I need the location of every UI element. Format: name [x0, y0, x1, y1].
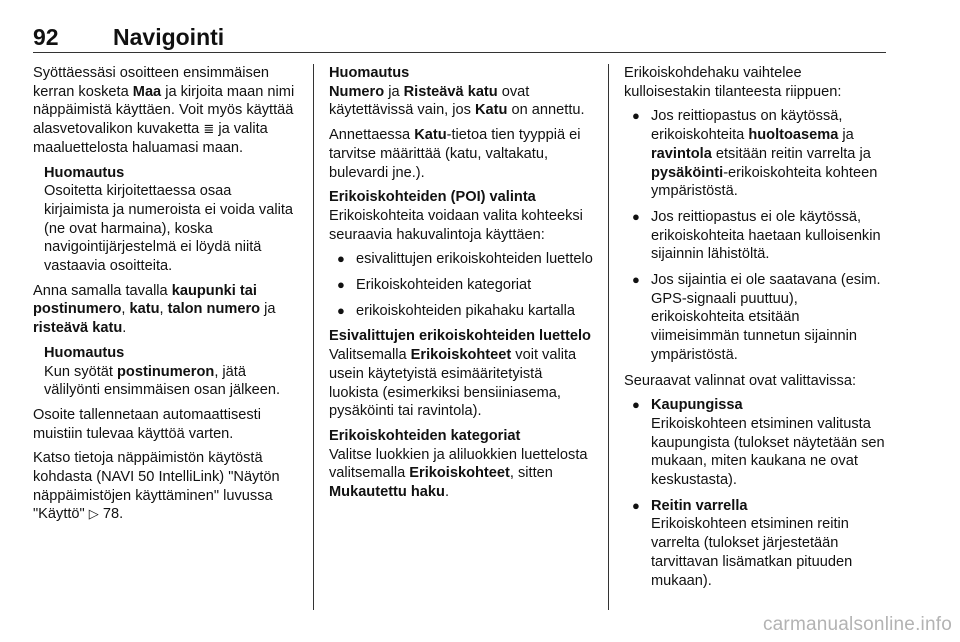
text: ja [384, 83, 404, 100]
column-divider [313, 64, 314, 610]
heading-preselected-list: Esivalittujen erikoiskohteiden luettelo [329, 328, 591, 345]
note [33, 344, 296, 400]
bullet-icon: ● [337, 251, 345, 267]
note-text [329, 126, 594, 182]
list-item [624, 271, 890, 365]
column-3 [624, 64, 890, 597]
keyword: katu [129, 301, 160, 318]
keyword: huoltoasema [748, 127, 839, 144]
list-item-text: erikoiskohteiden pikahaku kartalla [356, 302, 576, 319]
note-title: Huomautus [44, 164, 125, 181]
option-description: Erikoiskohteen etsiminen valitusta kaupungista (tulokset näytetään sen mukaan, miten kaukana ne ovat keskustasta). [651, 415, 885, 489]
option-title: Reitin varrella [651, 497, 748, 514]
search-behaviour-list [624, 107, 890, 364]
keyword: Katu [414, 127, 447, 144]
keyword: Erikoiskohteet [410, 347, 512, 364]
text: , jätä välilyönti ensimmäisen osan jälkeen. [44, 363, 281, 399]
option-description: Erikoiskohteen etsiminen reitin varrelta (tulokset järjestetään tarvittavan lisämatkan pituuden mukaan). [651, 516, 853, 589]
text: 78. [98, 506, 124, 523]
list-item [329, 276, 594, 295]
keyword-maa: Maa [132, 83, 162, 100]
paragraph [33, 282, 296, 338]
text: ja [260, 301, 276, 318]
keyword: talon numero [167, 301, 261, 318]
watermark: carmanualsonline.info [762, 614, 952, 635]
list-item [329, 250, 594, 269]
list-item-text: esivalittujen erikoiskohteiden luettelo [356, 251, 593, 268]
note-text [44, 363, 296, 400]
paragraph [329, 346, 594, 421]
list-item [624, 208, 890, 264]
text: -erikoiskohteita kohteen ympäristöstä. [651, 164, 878, 200]
option-title: Kaupungissa [651, 397, 743, 414]
note [33, 164, 296, 276]
keyword: postinumeron [117, 363, 215, 380]
poi-options-list [329, 250, 594, 320]
text: Annettaessa [329, 127, 415, 144]
note-title: Huomautus [329, 65, 410, 81]
column-1 [33, 64, 296, 530]
list-item [624, 497, 890, 591]
text: , sitten [509, 465, 553, 482]
text: Syöttäessäsi osoitteen ensimmäisen kerran kosketa [33, 65, 270, 100]
bullet-icon: ● [632, 497, 640, 513]
text: Anna samalla tavalla [33, 282, 172, 299]
page-number: 92 [33, 24, 59, 50]
text: ja [838, 127, 854, 144]
column-2 [329, 64, 594, 508]
keyword: pysäköinti [651, 164, 724, 181]
text: ja valita maaluettelosta haluamasi maan. [33, 121, 268, 156]
text: on annettu. [507, 102, 585, 119]
page-reference-icon: ▷ [88, 506, 99, 522]
section-title: Navigointi [113, 24, 225, 50]
note [329, 64, 594, 182]
search-options-list [624, 396, 890, 590]
list-item [329, 302, 594, 321]
list-item [624, 396, 890, 490]
list-item-text: Jos reittiopastus ei ole käytössä, erikoiskohteita haetaan kulloisenkin sijainnin lähistöltä. [651, 208, 881, 263]
bullet-icon: ● [632, 272, 640, 288]
keyword: Erikoiskohteet [409, 465, 510, 482]
bullet-icon: ● [337, 277, 345, 293]
dropdown-list-icon: ≣ [203, 121, 215, 137]
list-item [624, 107, 890, 201]
text: , [159, 301, 168, 318]
bullet-icon: ● [632, 208, 640, 224]
note-title: Huomautus [44, 344, 125, 361]
paragraph: Erikoiskohdehaku vaihtelee kulloisestakin tilanteesta riippuen: [624, 65, 842, 100]
keyword: Risteävä katu [403, 83, 498, 100]
keyword: risteävä katu [33, 320, 123, 337]
page-header [33, 8, 886, 53]
text: Valitse luokkien ja aliluokkien luettelosta valitsemalla [329, 446, 588, 482]
list-item-text: Jos sijaintia ei ole saatavana (esim. GPS-signaali puuttuu), erikoiskohteita etsitään viimeisimmän tunnetun sijainnin ympäristöstä. [651, 272, 881, 363]
paragraph [33, 449, 296, 524]
paragraph [329, 446, 594, 502]
keyword: Numero [329, 83, 385, 100]
keyword: Katu [475, 102, 508, 119]
list-item-text: Erikoiskohteiden kategoriat [356, 277, 532, 294]
heading-categories: Erikoiskohteiden kategoriat [329, 427, 521, 444]
text: . [122, 320, 127, 337]
keyword: Mukautettu haku [329, 484, 445, 501]
text: ja kirjoita maan nimi näppäimistä käyttäen. Voit myös käyttää alasvetovalikon kuvaketta [33, 83, 295, 138]
column-divider [608, 64, 609, 610]
bullet-icon: ● [632, 397, 640, 413]
text: . [444, 484, 450, 501]
text: -tietoa tien tyyppiä ei tarvitse määrittää (katu, valtakatu, bulevardi jne.). [329, 127, 581, 181]
text: ovat käytettävissä vain, jos [329, 83, 530, 119]
paragraph: Seuraavat valinnat ovat valittavissa: [624, 372, 857, 389]
bullet-icon: ● [337, 302, 345, 318]
bullet-icon: ● [632, 108, 640, 124]
heading-poi-selection: Erikoiskohteiden (POI) valinta [329, 189, 536, 206]
paragraph: Osoite tallennetaan automaattisesti muistiin tulevaa käyttöä varten. [33, 406, 261, 442]
paragraph [33, 64, 296, 158]
text: Katso tietoja näppäimistön käytöstä kohdasta (NAVI 50 IntelliLink) "Näytön näppäimistöjen käyttäminen" luvussa "Käyttö" [33, 450, 280, 523]
text: voit valita usein käytetyistä esimääritetyistä luokista (esimerkiksi bensiiniasema, pysäköinti tai ravintola). [329, 347, 577, 420]
text: , [121, 301, 130, 318]
text: etsitään reitin varrelta ja [711, 145, 871, 162]
paragraph: Erikoiskohteita voidaan valita kohteeksi seuraavia hakuvalintoja käyttäen: [329, 207, 583, 243]
text: Kun syötät [44, 363, 118, 380]
keyword: ravintola [651, 145, 712, 162]
text: Jos reittiopastus on käytössä, erikoiskohteita [651, 108, 843, 144]
note-text [329, 83, 594, 120]
note-text: Osoitetta kirjoitettaessa osaa kirjaimista ja numeroista ei voida valita (ne ovat harmaina), koska navigointijärjestelmä ei löydä niitä vastaavia osoitteita. [44, 183, 294, 275]
text: Valitsemalla [329, 347, 411, 364]
keyword: kaupunki tai postinumero [33, 282, 257, 318]
